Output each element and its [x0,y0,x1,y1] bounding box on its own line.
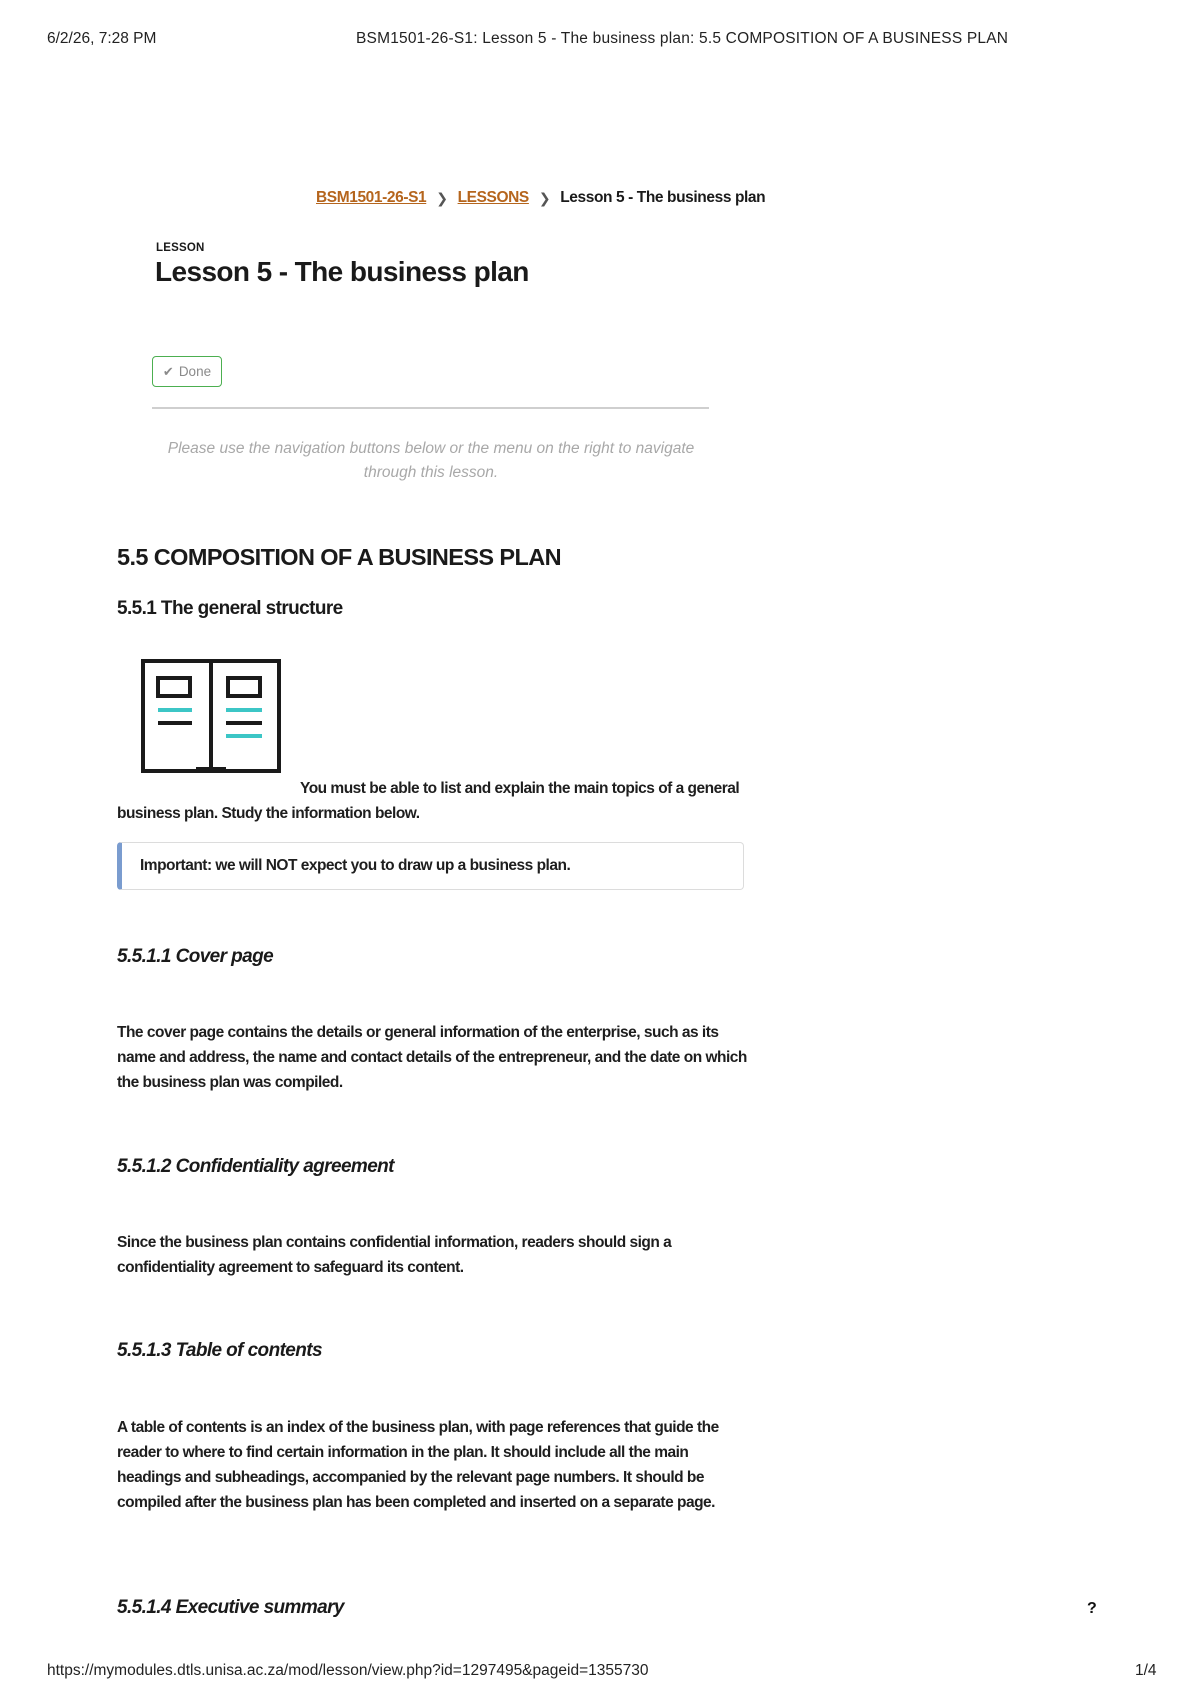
breadcrumb-current: Lesson 5 - The business plan [560,189,766,206]
executive-summary-heading: 5.5.1.4 Executive summary [117,1597,344,1618]
done-label: Done [178,364,212,379]
help-icon[interactable]: ? [1087,1600,1097,1617]
cover-page-heading: 5.5.1.1 Cover page [117,946,274,967]
print-page-title: BSM1501-26-S1: Lesson 5 - The business plan: 5.5 COMPOSITION OF A BUSINESS PLAN [356,30,1009,47]
open-book-icon [140,658,282,776]
breadcrumb-course-link[interactable]: BSM1501-26-S1 [316,189,427,206]
confidentiality-heading: 5.5.1.2 Confidentiality agreement [117,1156,394,1177]
chevron-right-icon: ❯ [436,189,448,206]
toc-heading: 5.5.1.3 Table of contents [117,1340,322,1361]
divider [152,407,709,409]
intro-text: You must be able to list and explain the main topics of a general business plan. Study the information below. [117,780,740,822]
important-note: Important: we will NOT expect you to draw up a business plan. [117,842,744,890]
lesson-kicker: LESSON [156,242,205,254]
chevron-right-icon: ❯ [538,189,551,206]
navigation-hint: Please use the navigation buttons below or the menu on the right to navigate through this lesson. [167,440,695,481]
page-title: Lesson 5 - The business plan [155,256,529,287]
breadcrumb-lessons-link[interactable]: LESSONS [457,189,529,206]
section-title: 5.5 COMPOSITION OF A BUSINESS PLAN [117,544,562,570]
check-icon: ✔ [162,363,174,379]
done-button[interactable] [152,356,222,387]
print-page-number: 1/4 [1135,1662,1157,1679]
subsection-title: 5.5.1 The general structure [117,598,343,619]
print-datetime: 6/2/26, 7:28 PM [47,30,157,47]
toc-text: A table of contents is an index of the business plan, with page references that guide the reader to where to find certain information in the plan. It should include all the main headings and subheadings, accompanied by the relevant page numbers. It should be compiled after the business plan has been completed and inserted on a separate page. [117,1419,719,1511]
cover-page-text: The cover page contains the details or general information of the enterprise, such as its name and address, the name and contact details of the entrepreneur, and the date on which the business plan was compiled. [117,1024,747,1091]
print-url: https://mymodules.dtls.unisa.ac.za/mod/lesson/view.php?id=1297495&pageid=1355730 [47,1662,649,1679]
confidentiality-text: Since the business plan contains confidential information, readers should sign a confidentiality agreement to safeguard its content. [117,1234,672,1276]
breadcrumb [316,189,765,207]
